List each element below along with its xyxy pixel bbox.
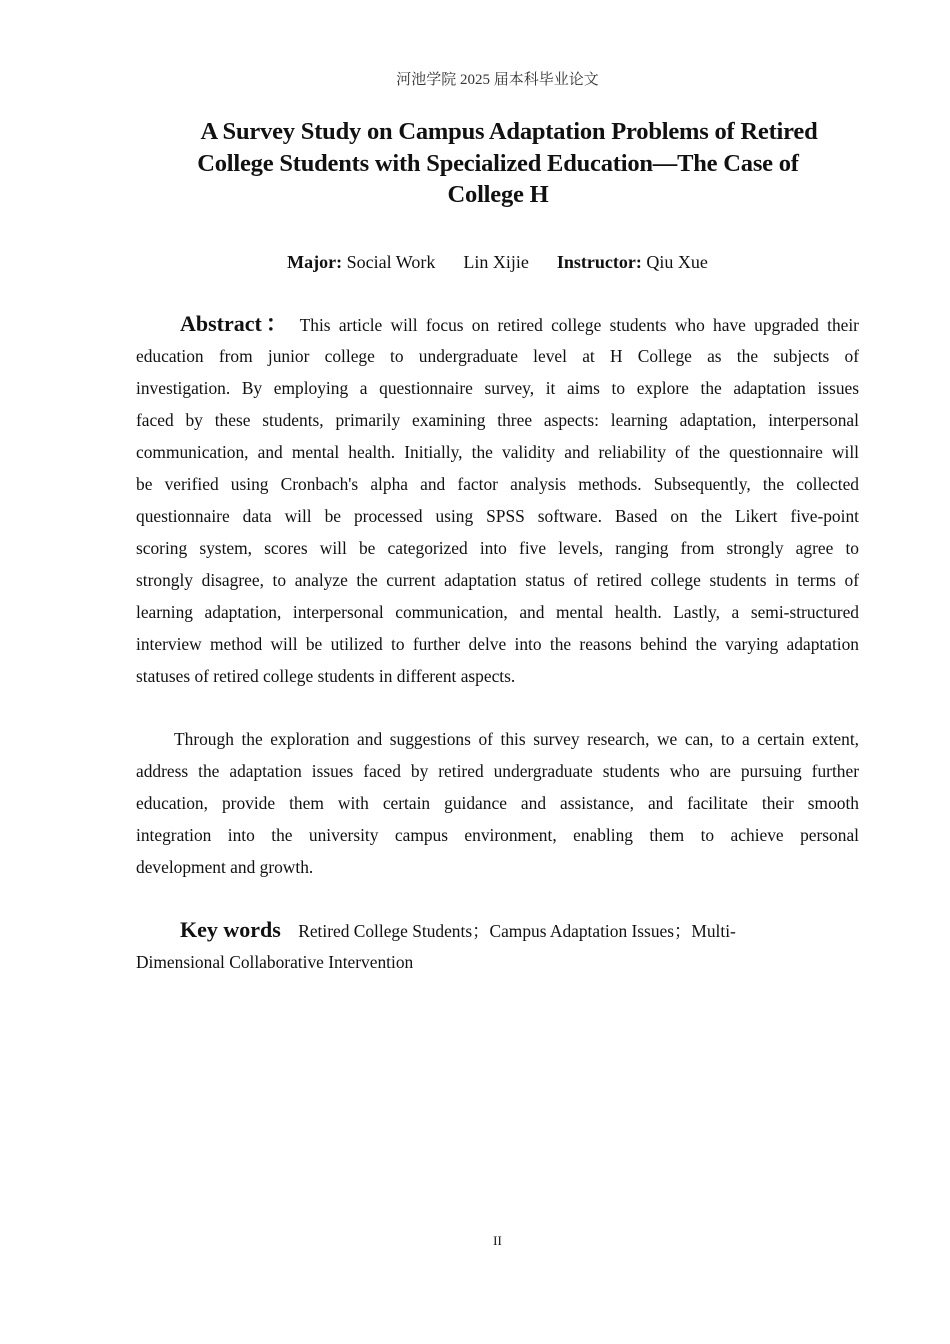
major-label: Major:: [287, 252, 343, 272]
major-value: Social Work: [346, 252, 436, 272]
page-number: II: [493, 1233, 502, 1248]
author-name: Lin Xijie: [463, 252, 529, 272]
instructor-value: Qiu Xue: [646, 252, 708, 272]
paragraph-line: Through the exploration and suggestions of this survey research, we can, to a certain extent,: [174, 729, 859, 749]
abstract-line: interview method will be utilized to further delve into the reasons behind the varying adaptation: [136, 634, 859, 654]
paragraph-line: education, provide them with certain guidance and assistance, and facilitate their smooth: [136, 793, 859, 813]
instructor-label: Instructor:: [556, 252, 642, 272]
abstract-section: [136, 308, 859, 692]
paragraph-line: address the adaptation issues faced by retired undergraduate students who are pursuing further: [136, 761, 859, 781]
abstract-line: communication, and mental health. Initially, the validity and reliability of the questionnaire will: [136, 442, 859, 462]
abstract-line: investigation. By employing a questionnaire survey, it aims to explore the adaptation issues: [136, 378, 859, 398]
abstract-line: statuses of retired college students in different aspects.: [136, 666, 516, 686]
abstract-line: education from junior college to undergraduate level at H College as the subjects of: [136, 346, 859, 366]
abstract-label: Abstract：: [180, 311, 292, 336]
abstract-line: be verified using Cronbach's alpha and factor analysis methods. Subsequently, the collected: [136, 474, 859, 494]
abstract-line: faced by these students, primarily examining three aspects: learning adaptation, interpersonal: [136, 410, 859, 430]
abstract-line: scoring system, scores will be categorized into five levels, ranging from strongly agree to: [136, 538, 859, 558]
abstract-paragraph-2: [136, 723, 859, 883]
title-line-2: College Students with Specialized Education—The Case of: [197, 149, 799, 177]
paragraph-line: development and growth.: [136, 857, 314, 877]
paper-title: [170, 116, 826, 211]
abstract-line: questionnaire data will be processed using SPSS software. Based on the Likert five-point: [136, 506, 859, 526]
title-line-1: A Survey Study on Campus Adaptation Problems of Retired: [200, 118, 818, 145]
keywords-line: Dimensional Collaborative Intervention: [136, 952, 414, 972]
paragraph-line: integration into the university campus environment, enabling them to achieve personal: [136, 825, 859, 845]
title-line-3: College H: [447, 181, 549, 208]
byline: [0, 252, 950, 273]
running-header: 河池学院 2025 届本科毕业论文: [396, 72, 599, 88]
abstract-line: strongly disagree, to analyze the current adaptation status of retired college students in terms of: [136, 570, 859, 590]
abstract-line: Abstract： This article will focus on retired college students who have upgraded their: [180, 311, 859, 336]
keywords-section: [136, 914, 859, 978]
keywords-label: Key words: [180, 917, 281, 942]
abstract-line: learning adaptation, interpersonal communication, and mental health. Lastly, a semi-structured: [136, 602, 859, 622]
keywords-line: Key words Retired College Students；Campus Adaptation Issues；Multi-: [180, 917, 736, 942]
